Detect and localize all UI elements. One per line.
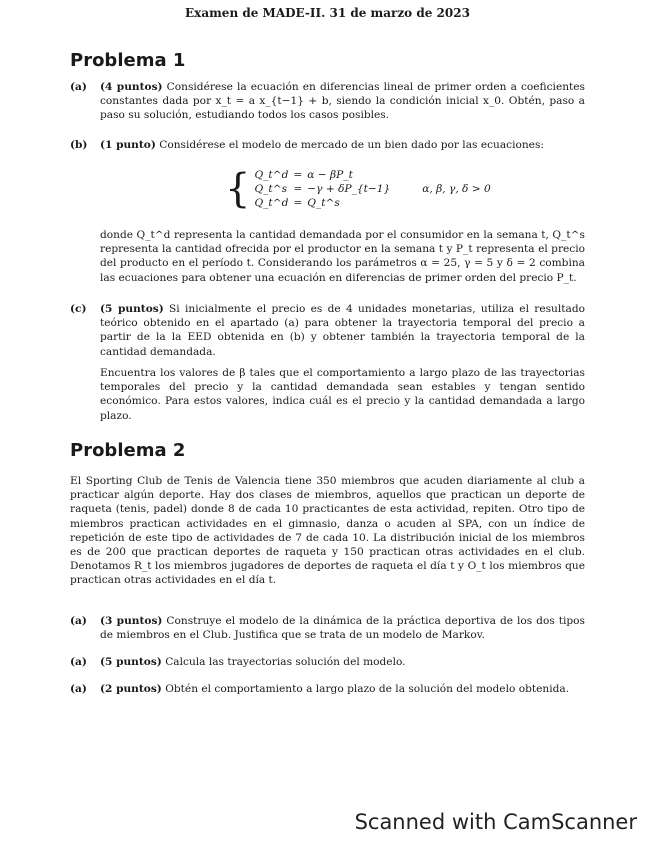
equation-grid: [254, 168, 390, 210]
problema-1-title: Problema 1: [70, 50, 186, 71]
item-label: (a): [70, 683, 87, 695]
problema-1-c-followup: Encuentra los valores de β tales que el comportamiento a largo plazo de las trayectorias temporales del precio y la cantidad demandada sean estables y tengan sentido económico. Para estos valores, indica cuál es el precio y la cantidad demandada a largo plazo.: [100, 367, 585, 422]
item-text: [100, 302, 585, 359]
problema-1-b-explanation: donde Q_t^d representa la cantidad demandada por el consumidor en la semana t, Q_t^s representa la cantidad ofrecida por el productor en la semana t y P_t representa el precio del producto en el período t. Considerando los parámetros α = 25, γ = 5 y δ = 2 combina las ecuaciones para obtener una ecuación en diferencias de primer orden del precio P_t.: [100, 229, 585, 284]
parameter-condition: α, β, γ, δ > 0: [422, 183, 491, 195]
eq2-lhs: Q_t^s: [254, 183, 288, 195]
item-text: [100, 655, 585, 669]
left-brace: {: [225, 166, 251, 212]
market-equation-system: [225, 168, 491, 210]
item-text: [100, 682, 585, 696]
eq3-sign: =: [293, 197, 303, 209]
item-points: (1 punto): [100, 139, 156, 151]
item-points: (3 puntos): [100, 615, 163, 627]
eq1-rhs: α − βP_t: [307, 169, 353, 181]
eq2-rhs: −γ + δP_{t−1}: [307, 183, 391, 195]
item-text: [100, 614, 585, 642]
item-label: (a): [70, 81, 87, 93]
problema-2-item-2: [70, 655, 585, 669]
problema-1-item-c: [70, 302, 585, 359]
eq1-lhs: Q_t^d: [254, 169, 289, 181]
item-label: (a): [70, 656, 87, 668]
eq1-sign: =: [293, 169, 303, 181]
item-points: (5 puntos): [100, 656, 162, 668]
eq3-lhs: Q_t^d: [254, 197, 289, 209]
eq3-rhs: Q_t^s: [307, 197, 340, 209]
item-text: [100, 80, 585, 123]
item-label: (b): [70, 139, 88, 151]
scanner-watermark: Scanned with CamScanner: [354, 810, 637, 834]
problema-2-title: Problema 2: [70, 440, 186, 461]
item-body: Calcula las trayectorias solución del modelo.: [165, 656, 406, 668]
item-body: Si inicialmente el precio es de 4 unidades monetarias, utiliza el resultado teórico obtenido en el apartado (a) para obtener la trayectoria temporal del precio a partir de la la EED obtenida en (b) y obtener también la trayectoria temporal de la cantidad demandada.: [100, 303, 585, 358]
item-body: Obtén el comportamiento a largo plazo de la solución del modelo obtenida.: [165, 683, 570, 695]
exam-header: Examen de MADE-II. 31 de marzo de 2023: [185, 6, 470, 20]
item-label: (c): [70, 303, 87, 315]
item-text: [100, 138, 585, 152]
item-body: Considérese la ecuación en diferencias lineal de primer orden a coeficientes constantes dada por x_t = a x_{t−1} + b, siendo la condición inicial x_0. Obtén, paso a paso su solución, estudiando todos los casos posibles.: [100, 81, 585, 122]
problema-2-item-3: [70, 682, 585, 696]
problema-2-intro: El Sporting Club de Tenis de Valencia tiene 350 miembros que acuden diariamente al club a practicar algún deporte. Hay dos clases de miembros, aquellos que practican un deporte de raqueta (tenis, padel) donde 8 de cada 10 practicantes de esta actividad, repiten. Otro tipo de miembros practican actividades en el gimnasio, danza o acuden al SPA, con un índice de repetición de este tipo de actividades de 7 de cada 10. La distribución inicial de los miembros es de 200 que practican deportes de raqueta y 150 practican otras actividades en el club. Denotamos R_t los miembros jugadores de deportes de raqueta el día t y O_t los miembros que practican otras actividades en el día t.: [70, 475, 585, 587]
problema-1-item-b: [70, 138, 585, 152]
eq2-sign: =: [293, 183, 303, 195]
problema-2-item-1: [70, 614, 585, 642]
item-label: (a): [70, 615, 87, 627]
item-points: (4 puntos): [100, 81, 163, 93]
item-body: Construye el modelo de la dinámica de la práctica deportiva de los dos tipos de miembros en el Club. Justifica que se trata de un modelo de Markov.: [100, 615, 585, 642]
item-body: Considérese el modelo de mercado de un bien dado por las ecuaciones:: [159, 139, 544, 151]
problema-1-item-a: [70, 80, 585, 123]
item-points: (5 puntos): [100, 303, 164, 315]
item-points: (2 puntos): [100, 683, 162, 695]
